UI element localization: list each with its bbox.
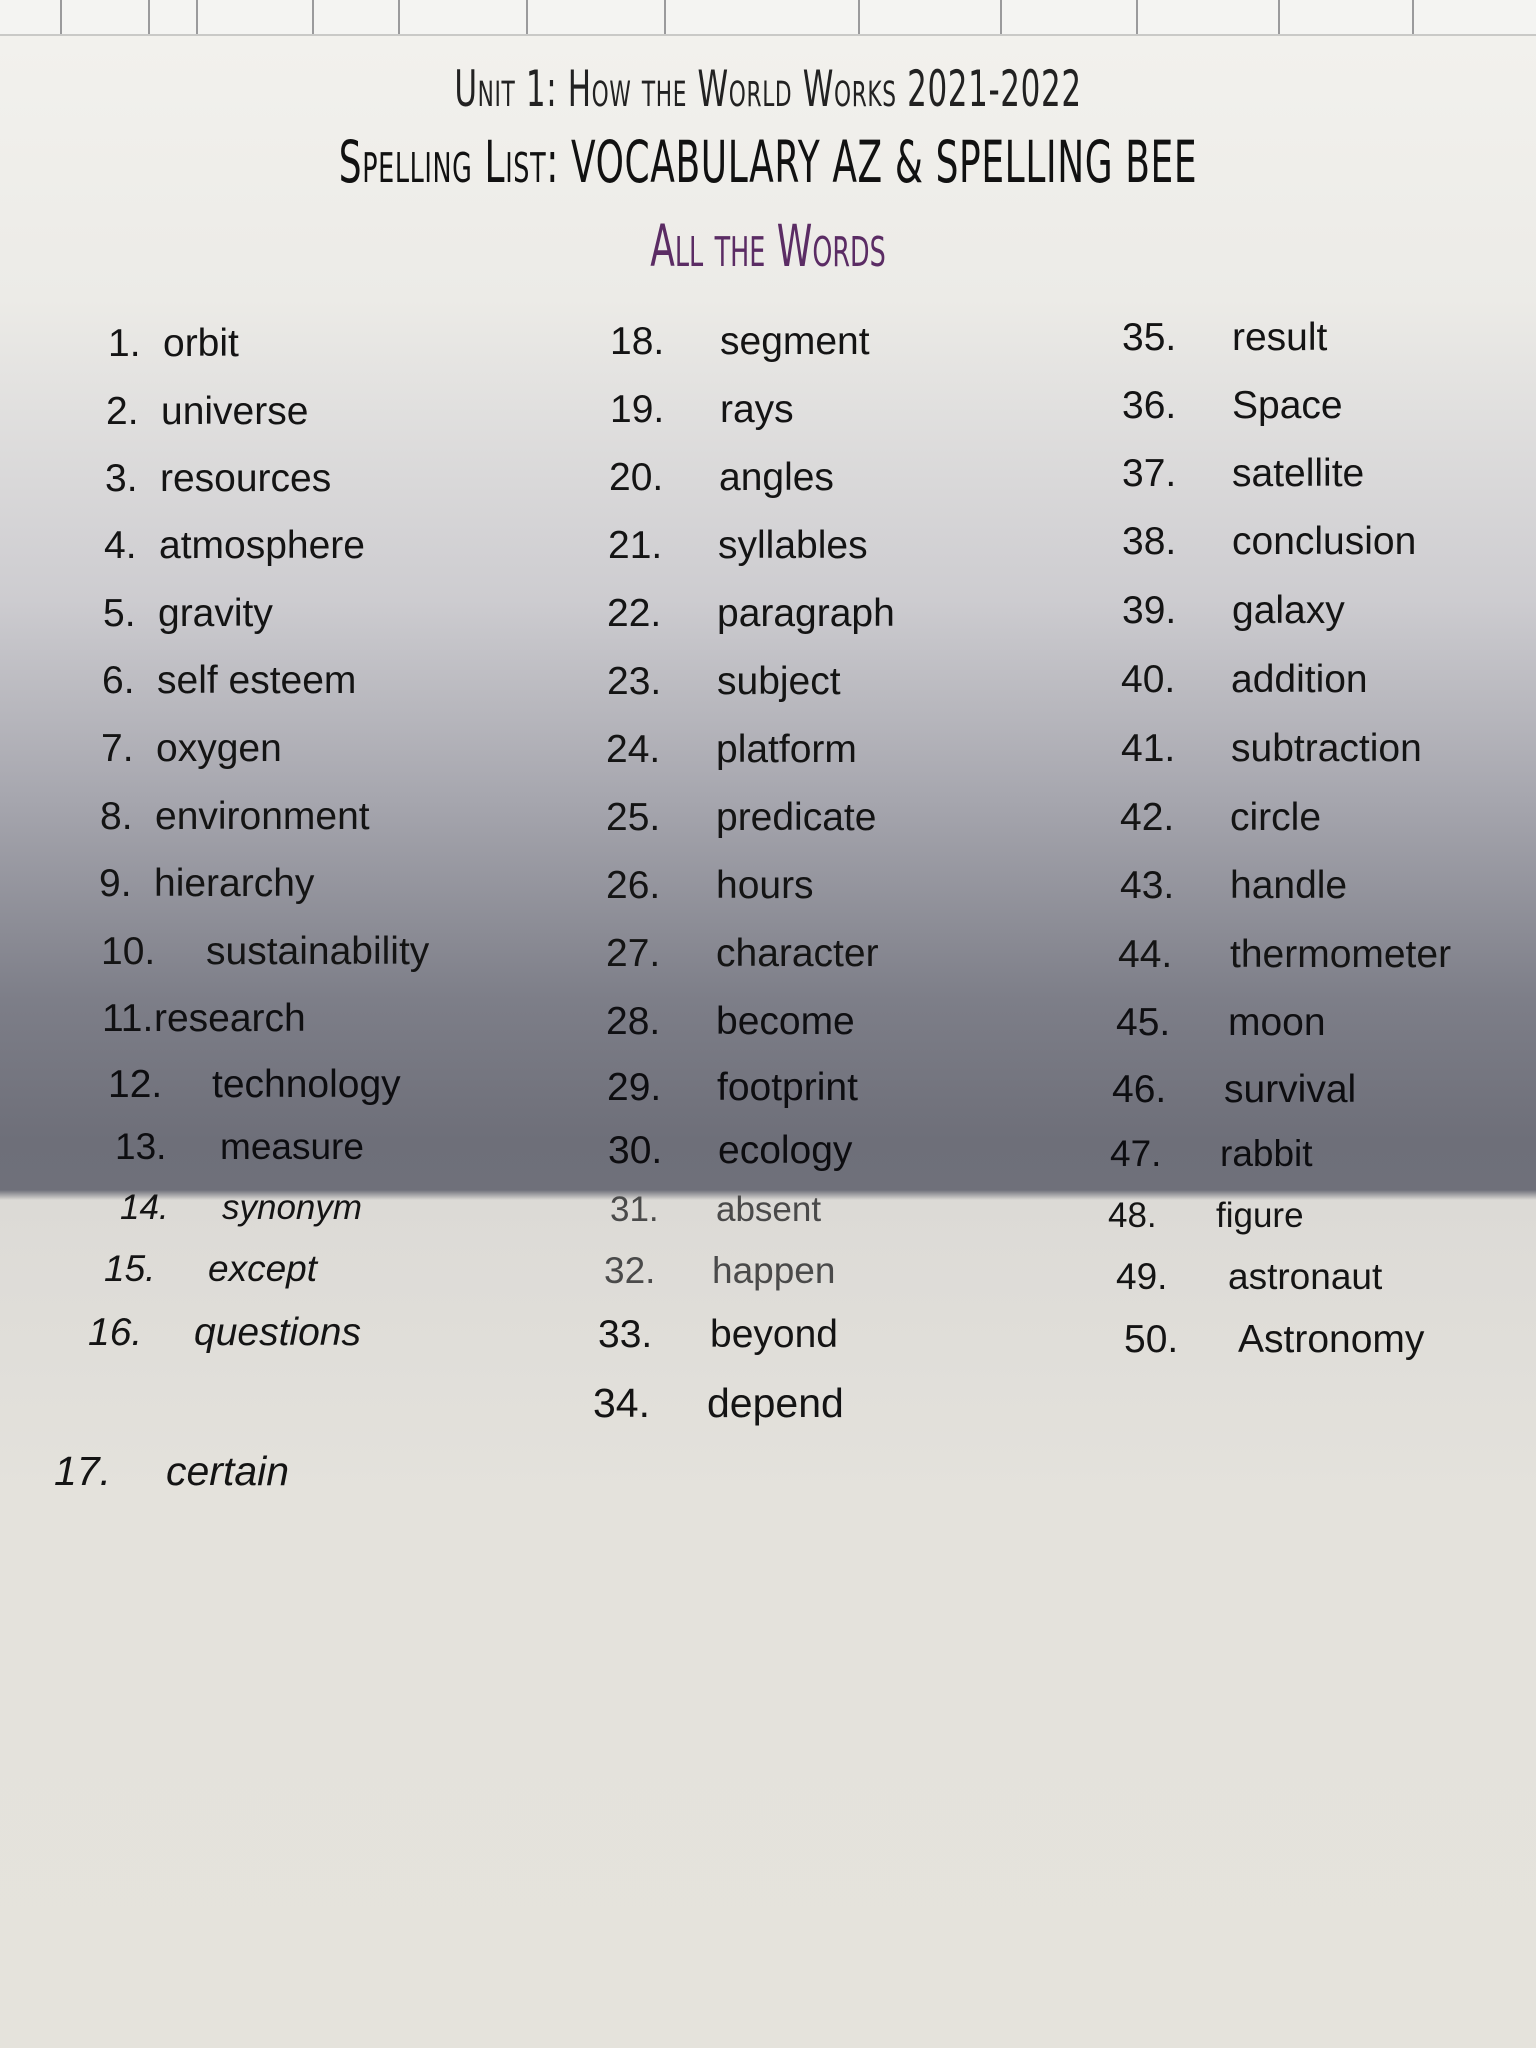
item-number: 45. xyxy=(1116,1001,1171,1044)
notebook-rule xyxy=(312,0,314,34)
item-word: footprint xyxy=(717,1066,858,1109)
item-number: 37. xyxy=(1122,452,1177,495)
notebook-rule xyxy=(60,0,62,34)
notebook-rule xyxy=(664,0,666,34)
item-word: rays xyxy=(720,388,794,431)
item-word: oxygen xyxy=(156,727,282,770)
item-number: 26. xyxy=(606,864,661,907)
item-word: environment xyxy=(155,795,370,838)
item-word: Space xyxy=(1232,384,1343,427)
item-number: 49. xyxy=(1116,1256,1168,1297)
item-word: ecology xyxy=(718,1129,853,1172)
item-word: circle xyxy=(1230,796,1322,839)
item-word: conclusion xyxy=(1232,520,1417,563)
item-number: 8. xyxy=(100,795,133,838)
unit-title: Unit 1: How the World Works 2021-2022 xyxy=(454,60,1082,118)
notebook-rule xyxy=(1412,0,1414,34)
notebook-rule xyxy=(398,0,400,34)
notebook-rule xyxy=(196,0,198,34)
item-number: 13. xyxy=(115,1126,167,1167)
item-word: atmosphere xyxy=(159,524,365,567)
item-word: become xyxy=(716,1000,855,1043)
item-number: 22. xyxy=(607,592,662,635)
item-word: except xyxy=(208,1248,318,1289)
item-word: certain xyxy=(166,1448,290,1494)
item-word: orbit xyxy=(163,322,239,365)
item-word: measure xyxy=(220,1126,364,1167)
item-number: 2. xyxy=(106,390,139,433)
item-number: 11. xyxy=(102,997,154,1040)
item-word: astronaut xyxy=(1228,1256,1383,1297)
item-word: moon xyxy=(1228,1001,1326,1044)
item-number: 41. xyxy=(1121,727,1176,770)
item-word: angles xyxy=(719,456,834,499)
item-word: paragraph xyxy=(717,592,895,635)
item-number: 30. xyxy=(608,1129,663,1172)
item-number: 18. xyxy=(610,320,665,363)
item-word: self esteem xyxy=(157,659,357,702)
item-number: 42. xyxy=(1120,796,1175,839)
item-word: result xyxy=(1232,316,1328,359)
item-word: gravity xyxy=(158,592,273,635)
item-word: research xyxy=(154,997,306,1040)
item-number: 46. xyxy=(1112,1068,1167,1111)
item-word: universe xyxy=(161,390,309,433)
item-word: happen xyxy=(712,1250,836,1291)
item-word: questions xyxy=(194,1311,361,1354)
item-number: 4. xyxy=(104,524,137,567)
item-number: 48. xyxy=(1108,1196,1157,1235)
item-number: 32. xyxy=(604,1250,656,1291)
notebook-rule xyxy=(1136,0,1138,34)
item-number: 47. xyxy=(1110,1133,1162,1174)
notebook-paper-strip xyxy=(0,0,1536,36)
item-number: 16. xyxy=(88,1311,143,1354)
item-number: 21. xyxy=(608,524,663,567)
item-number: 14. xyxy=(120,1188,169,1227)
item-word: depend xyxy=(707,1380,844,1426)
item-number: 24. xyxy=(606,728,661,771)
item-word: absent xyxy=(716,1190,822,1229)
item-number: 23. xyxy=(607,660,662,703)
item-word: predicate xyxy=(716,796,877,839)
worksheet-header xyxy=(292,60,1244,280)
item-number: 1. xyxy=(108,322,141,365)
notebook-rule xyxy=(148,0,150,34)
section-title: All the Words xyxy=(650,212,886,280)
item-word: satellite xyxy=(1232,452,1365,495)
item-number: 9. xyxy=(99,862,132,905)
item-word: figure xyxy=(1216,1196,1304,1235)
item-word: subtraction xyxy=(1231,727,1422,770)
item-number: 7. xyxy=(101,727,134,770)
list-title: Spelling List: VOCABULARY AZ & SPELLING BEE xyxy=(338,128,1198,196)
item-number: 29. xyxy=(607,1066,662,1109)
item-word: sustainability xyxy=(206,930,430,973)
notebook-rule xyxy=(858,0,860,34)
item-number: 38. xyxy=(1122,520,1177,563)
item-word: segment xyxy=(720,320,870,363)
item-number: 31. xyxy=(610,1190,659,1229)
item-number: 3. xyxy=(105,457,138,500)
item-number: 27. xyxy=(606,932,661,975)
item-number: 5. xyxy=(103,592,136,635)
item-number: 34. xyxy=(593,1380,650,1426)
item-number: 39. xyxy=(1122,589,1177,632)
item-number: 28. xyxy=(606,1000,661,1043)
item-word: platform xyxy=(716,728,857,771)
item-number: 6. xyxy=(102,659,135,702)
item-number: 19. xyxy=(610,388,665,431)
item-word: addition xyxy=(1231,658,1368,701)
item-word: syllables xyxy=(718,524,868,567)
item-word: rabbit xyxy=(1220,1133,1313,1174)
item-word: Astronomy xyxy=(1238,1318,1425,1361)
item-word: survival xyxy=(1224,1068,1357,1111)
notebook-rule xyxy=(1278,0,1280,34)
item-word: thermometer xyxy=(1230,933,1452,976)
item-number: 33. xyxy=(598,1313,653,1356)
item-word: subject xyxy=(717,660,841,703)
item-number: 36. xyxy=(1122,384,1177,427)
notebook-rule xyxy=(526,0,528,34)
item-word: beyond xyxy=(710,1313,838,1356)
item-word: resources xyxy=(160,457,332,500)
item-number: 25. xyxy=(606,796,661,839)
item-number: 20. xyxy=(609,456,664,499)
item-number: 50. xyxy=(1124,1318,1179,1361)
item-number: 17. xyxy=(54,1448,111,1494)
item-word: handle xyxy=(1230,864,1348,907)
item-number: 40. xyxy=(1121,658,1176,701)
item-number: 35. xyxy=(1122,316,1177,359)
item-word: hierarchy xyxy=(154,862,315,905)
item-word: character xyxy=(716,932,879,975)
notebook-rule xyxy=(1000,0,1002,34)
item-number: 15. xyxy=(104,1248,156,1289)
item-word: synonym xyxy=(222,1188,363,1227)
item-word: galaxy xyxy=(1232,589,1345,632)
item-word: hours xyxy=(716,864,814,907)
item-number: 10. xyxy=(101,930,156,973)
item-word: technology xyxy=(212,1063,401,1106)
item-number: 12. xyxy=(108,1063,163,1106)
item-number: 44. xyxy=(1118,933,1173,976)
item-number: 43. xyxy=(1120,864,1175,907)
